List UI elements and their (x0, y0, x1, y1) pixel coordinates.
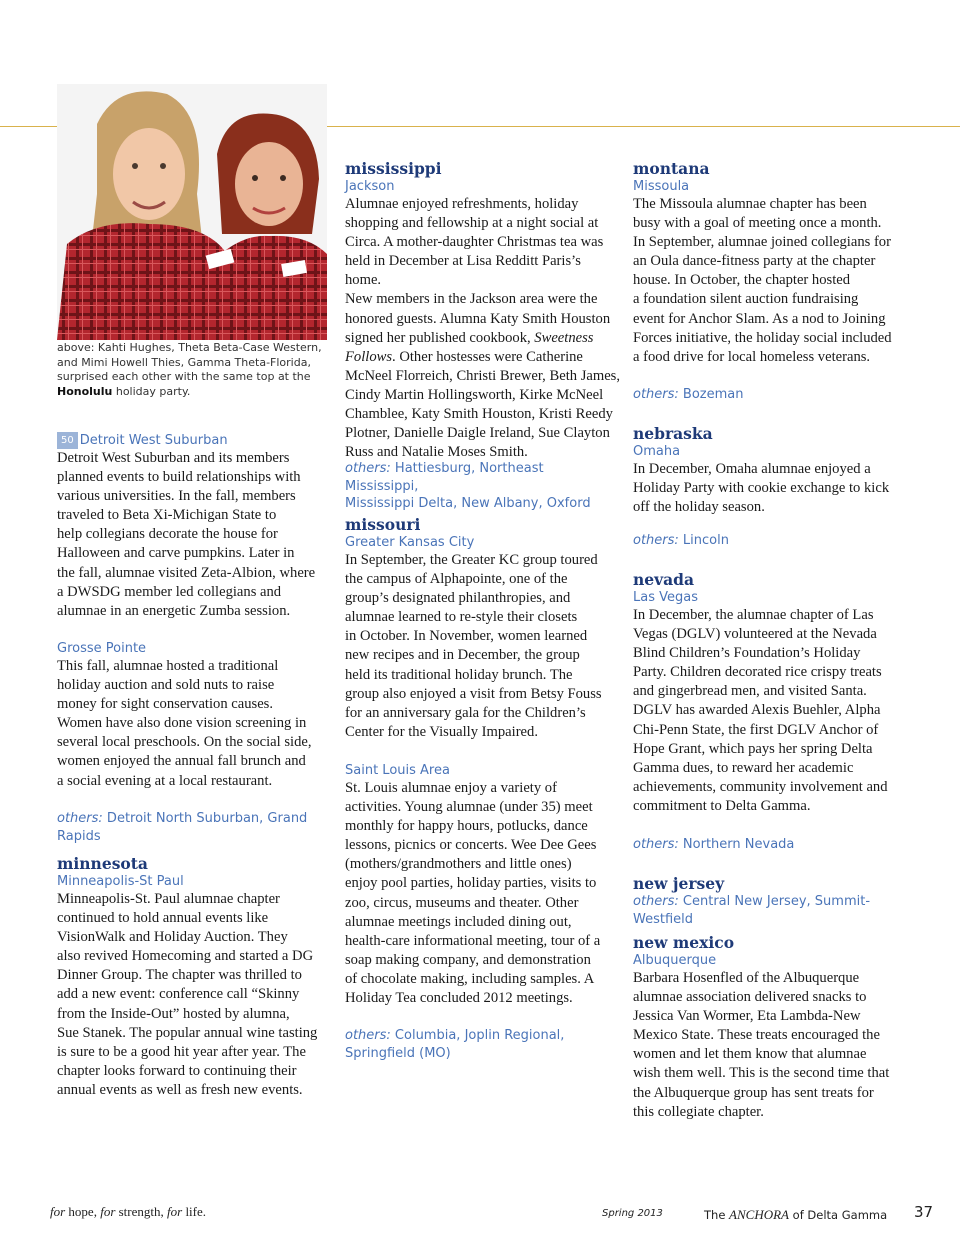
city-greater-kansas-city: Greater Kansas City (345, 535, 475, 550)
city-minneapolis: Minneapolis-St Paul (57, 874, 184, 889)
others-michigan: others: Detroit North Suburban, Grand Rapids (57, 811, 308, 844)
city-detroit-west-suburban: Detroit West Suburban (79, 433, 228, 448)
city-omaha: Omaha (633, 444, 681, 459)
body-missouri: In September, the Greater KC group toured the campus of Alphapointe, one of the group’s designated philanthropies, and alumnae learned to re-style their closets in October. In November, women learned new recipes and in December, the group held its traditional holiday brunch. The group also enjoyed a visit from Betsy Fouss for an anniversary gala for the Children’s Center for the Visually Impaired. (345, 552, 602, 740)
city-albuquerque: Albuquerque (633, 953, 717, 968)
others-nevada: others: Northern Nevada (633, 837, 795, 852)
page-badge: 50 (57, 432, 78, 449)
section-grosse-pointe (57, 640, 332, 791)
others-montana: others: Bozeman (633, 387, 744, 402)
section-mississippi (345, 160, 620, 462)
section-minnesota (57, 855, 332, 1100)
state-minnesota: minnesota (57, 854, 148, 873)
state-montana: montana (633, 159, 710, 178)
others-missouri: others: Columbia, Joplin Regional, Springfield (MO) (345, 1028, 565, 1061)
page-number: 37 (914, 1203, 934, 1221)
city-saint-louis: Saint Louis Area (345, 763, 450, 778)
city-jackson: Jackson (345, 179, 395, 194)
body-grosse-pointe: This fall, alumnae hosted a traditional holiday auction and sold nuts to raise money for sight conservation causes. Women have also done vision screening in several local preschools. On the social side, women enjoyed the annual fall brunch and a social evening at a local restaurant. (57, 658, 312, 789)
state-mississippi: mississippi (345, 159, 442, 178)
section-nebraska (633, 425, 908, 517)
body-montana: The Missoula alumnae chapter has been busy with a goal of meeting once a month. In September, alumnae joined collegians for an Oula dance-fitness party at the chapter house. In October, the chapter hosted a foundation silent auction fundraising event for Anchor Slam. As a nod to Joining Forces initiative, the holiday social included a food drive for local homeless veterans. (633, 196, 892, 365)
state-new-mexico: new mexico (633, 933, 735, 952)
photo-two-women (57, 84, 327, 340)
footer-motto: for hope, for strength, for life. (50, 1204, 207, 1219)
state-missouri: missouri (345, 515, 421, 534)
footer-publication: The ANCHORA of Delta Gamma (704, 1207, 888, 1222)
state-nebraska: nebraska (633, 424, 713, 443)
body-detroit-west-suburban: Detroit West Suburban and its members planned events to build relationships with various universities. In the fall, members traveled to Beta Xi-Michigan State to help collegians decorate the house for Halloween and carve pumpkins. Later in the fall, alumnae visited Zeta-Albion, where a DWSDG member led collegians and alumnae in an energetic Zumba session. (57, 450, 316, 619)
section-new-mexico (633, 934, 908, 1122)
section-detroit-west-suburban (57, 432, 332, 621)
book-title: Sweetness Follows (345, 329, 594, 365)
photo-illustration (57, 84, 327, 340)
photo-caption: above: Kahti Hughes, Theta Beta-Case Western, and Mimi Howell Thies, Gamma Theta-Florida, surprised each other with the same top at the Honolulu holiday party. (57, 341, 322, 398)
section-nevada (633, 571, 908, 816)
caption-bold-city: Honolulu (57, 384, 113, 398)
body-mississippi: Alumnae enjoyed refreshments, holiday shopping and fellowship at a night social at Circa. A mother-daughter Christmas tea was held in December at Lisa Redditt Paris’s home. New members in the Jackson area were the honored guests. Alumna Katy Smith Houston signed her published cookbook, Sweetness Follows. Other hostesses were Catherine McNeel Florreich, Christi Brewer, Beth James, Cindy Martin Hollingsworth, Kirke McNeel Chamblee, Katy Smith Houston, Kristi Reedy Plotner, Danielle Daigle Ireland, Sue Clayton Russ and Natalie Moses Smith. (345, 196, 621, 461)
body-minnesota: Minneapolis-St. Paul alumnae chapter continued to hold annual events like VisionWalk and Holiday Auction. They also revived Homecoming and started a DG Dinner Group. The chapter was thrilled to add a new event: conference call “Skinny from the Inside-Out” hosted by alumna, Sue Stanek. The popular annual wine tasting is sure to be a good hit year after year. The chapter looks forward to continuing their annual events as well as fresh new events. (57, 891, 318, 1098)
others-mississippi: others: Hattiesburg, Northeast Mississippi, Mississippi Delta, New Albany, Oxford (345, 461, 591, 511)
others-nebraska: others: Lincoln (633, 533, 729, 548)
section-new-jersey: new jersey others: Central New Jersey, Summit-Westfield (633, 875, 908, 928)
state-new-jersey: new jersey (633, 874, 725, 893)
footer-season: Spring 2013 (602, 1208, 663, 1219)
state-nevada: nevada (633, 570, 695, 589)
body-new-mexico: Barbara Hosenfled of the Albuquerque alumnae association delivered snacks to Jessica Van Wormer, Eta Lambda-New Mexico State. These treats encouraged the women and let them know that alumnae wish them well. This is the second time that the Albuquerque group has sent treats for this collegiate chapter. (633, 970, 890, 1120)
section-saint-louis (345, 762, 620, 1008)
city-grosse-pointe: Grosse Pointe (57, 641, 147, 656)
section-montana (633, 160, 908, 367)
body-saint-louis: St. Louis alumnae enjoy a variety of activities. Young alumnae (under 35) meet monthly for happy hours, potlucks, dance lessons, picnics or concerts. Wee Dee Gees (mothers/grandmothers and little ones) enjoy pool parties, holiday parties, visits to zoo, circus, museums and theater. Other alumnae meetings included dining out, health-care informational meeting, tour of a soap making company, and demonstration of chocolate making, including samples. A Holiday Tea concluded 2012 meetings. (345, 780, 601, 1007)
section-missouri (345, 516, 620, 742)
city-las-vegas: Las Vegas (633, 590, 698, 605)
body-nevada: In December, the alumnae chapter of Las Vegas (DGLV) volunteered at the Nevada Blind Children’s Foundation’s Holiday Party. Children decorated rice crispy treats and gingerbread men, and visited Santa. DGLV has awarded Alexis Buehler, Alpha Chi-Penn State, the first DGLV Anchor of Hope Grant, which pays her spring Delta Gamma dues, to reward her academic achievements, community involvement and commitment to Delta Gamma. (633, 607, 888, 814)
city-missoula: Missoula (633, 179, 690, 194)
body-nebraska: In December, Omaha alumnae enjoyed a Holiday Party with cookie exchange to kick off the holiday season. (633, 461, 890, 516)
